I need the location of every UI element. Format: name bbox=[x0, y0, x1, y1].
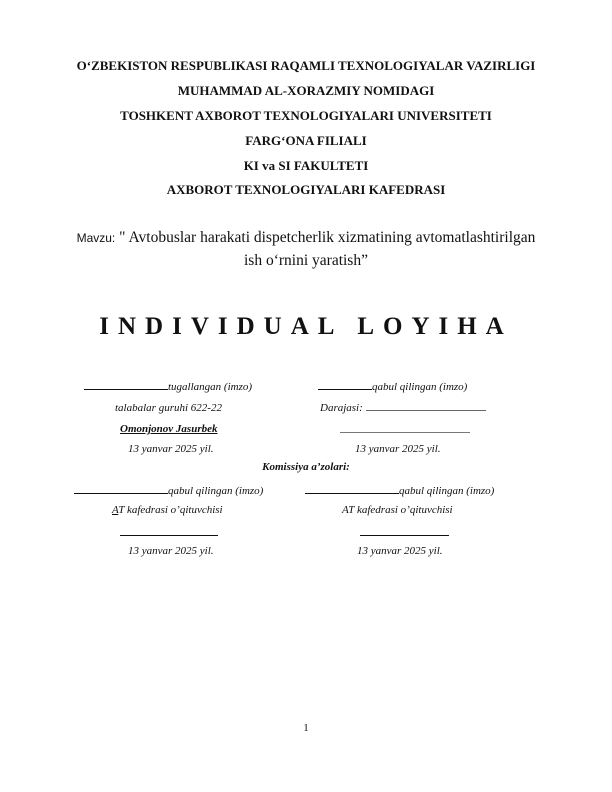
blank-line bbox=[340, 432, 470, 433]
signature-underline bbox=[84, 379, 168, 390]
signature-underline bbox=[74, 483, 168, 494]
topic-label: Mavzu: bbox=[76, 231, 116, 245]
commission-right-role: AT kafedrasi o’qituvchisi bbox=[342, 504, 453, 516]
topic-text-1: " Avtobuslar harakati dispetcherlik xizmatining avtomatlashtirilgan bbox=[119, 229, 536, 246]
completed-label: tugallangan (imzo) bbox=[168, 381, 253, 393]
commission-left-role bbox=[112, 504, 223, 516]
commission-title: Komissiya a’zolari: bbox=[262, 461, 350, 473]
faculty-line: KI va SI FAKULTETI bbox=[243, 158, 369, 173]
university-namesake-line: MUHAMMAD AL-XORAZMIY NOMIDAGI bbox=[177, 83, 435, 98]
student-signature-line bbox=[84, 379, 252, 393]
student-name: Omonjonov Jasurbek bbox=[120, 423, 218, 435]
commission-left-accepted: qabul qilingan (imzo) bbox=[168, 485, 264, 497]
commission-right-blank bbox=[360, 535, 449, 536]
commission-left-blank bbox=[120, 535, 218, 536]
signature-underline bbox=[305, 483, 399, 494]
branch-line: FARG‘ONA FILIALI bbox=[245, 133, 367, 148]
commission-left-date: 13 yanvar 2025 yil. bbox=[128, 545, 214, 557]
acceptance-date: 13 yanvar 2025 yil. bbox=[355, 443, 441, 455]
accepted-label: qabul qilingan (imzo) bbox=[372, 381, 468, 393]
ministry-line: O‘ZBEKISTON RESPUBLIKASI RAQAMLI TEXNOLOGIYALAR VAZIRLIGI bbox=[76, 58, 536, 73]
university-line: TOSHKENT AXBOROT TEXNOLOGIYALARI UNIVERSITETI bbox=[120, 108, 492, 123]
topic-line-2: ish o‘rnini yaratish” bbox=[244, 252, 368, 269]
role-initial: A bbox=[112, 504, 119, 516]
commission-left-signature bbox=[74, 483, 263, 497]
student-group: talabalar guruhi 622-22 bbox=[115, 402, 222, 414]
signature-underline bbox=[318, 379, 372, 390]
page-number: 1 bbox=[303, 722, 309, 734]
grade-blank bbox=[366, 401, 486, 411]
commission-right-signature bbox=[305, 483, 494, 497]
topic-line-1 bbox=[0, 229, 612, 247]
student-date: 13 yanvar 2025 yil. bbox=[128, 443, 214, 455]
commission-right-date: 13 yanvar 2025 yil. bbox=[357, 545, 443, 557]
acceptance-signature-line bbox=[318, 379, 467, 393]
commission-right-accepted: qabul qilingan (imzo) bbox=[399, 485, 495, 497]
grade-label: Darajasi: bbox=[320, 402, 363, 414]
document-title: INDIVIDUAL LOYIHA bbox=[99, 313, 513, 340]
role-rest: T kafedrasi o’qituvchisi bbox=[118, 504, 223, 516]
department-line: AXBOROT TEXNOLOGIYALARI KAFEDRASI bbox=[166, 182, 446, 197]
grade-line bbox=[320, 401, 486, 414]
